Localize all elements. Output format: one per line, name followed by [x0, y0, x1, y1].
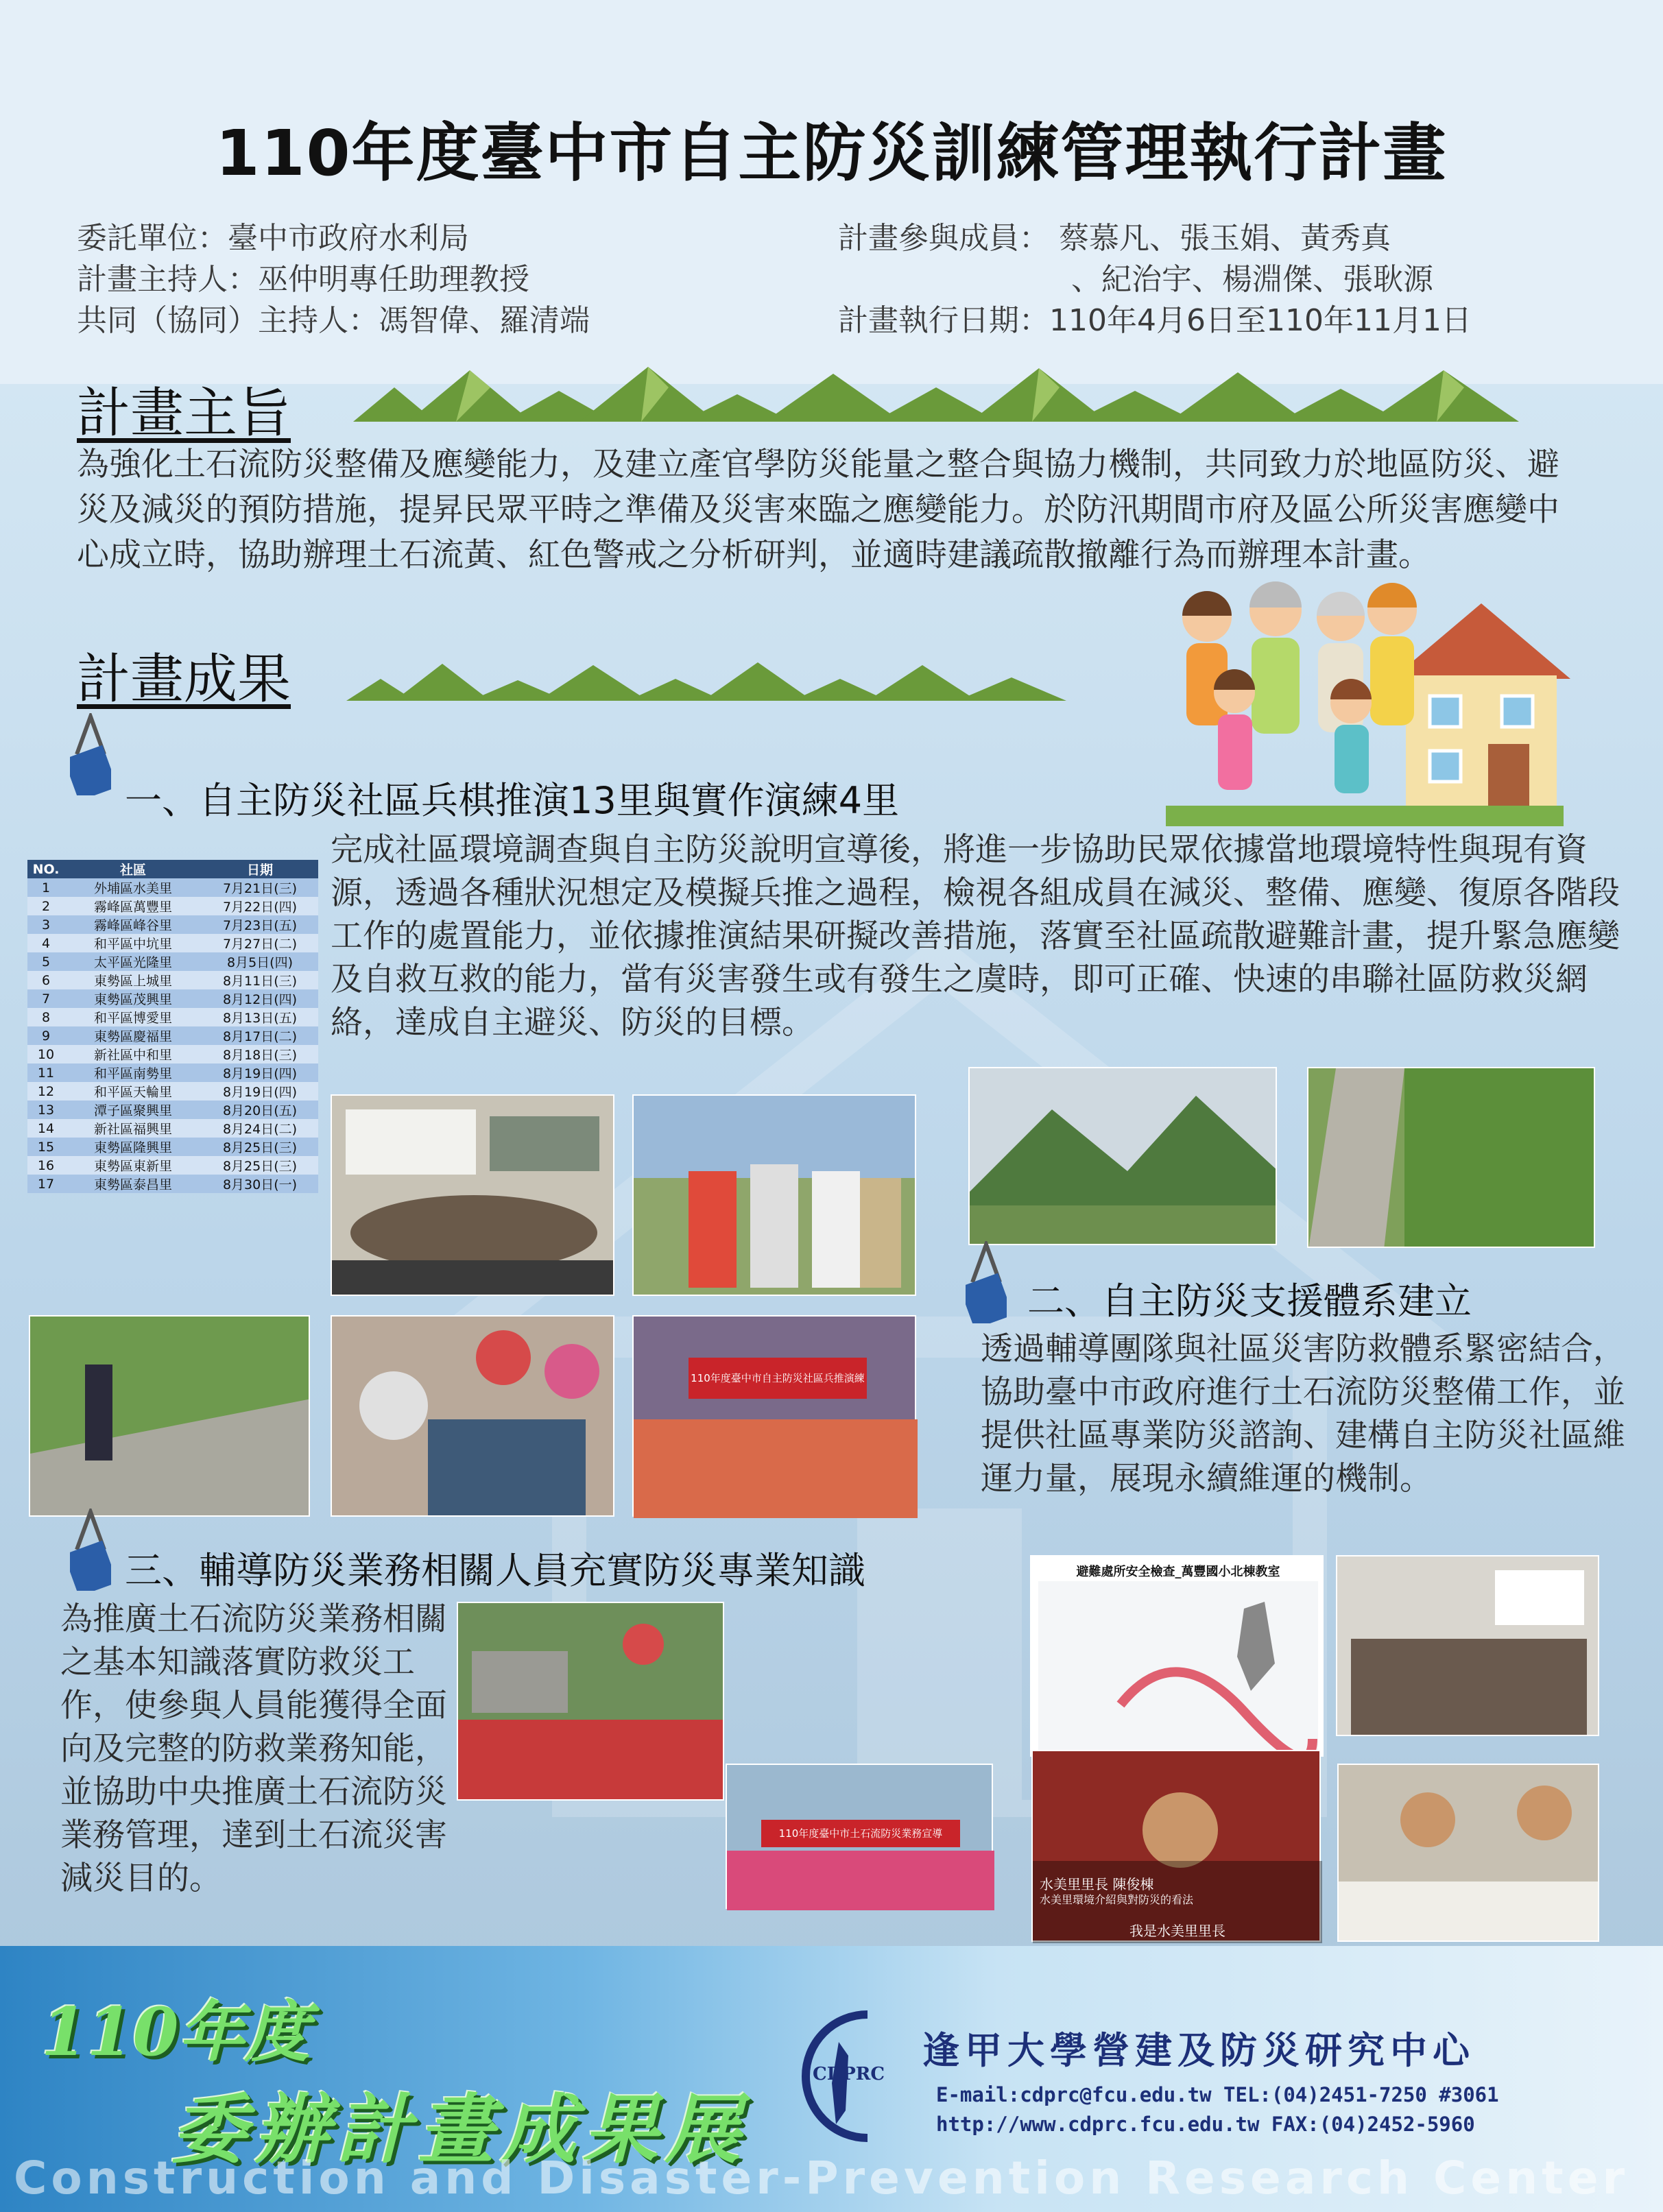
cell-no: 15: [27, 1138, 64, 1156]
cell-community: 和平區中坑里: [64, 934, 202, 952]
photo-drainage-ditch: [1307, 1067, 1595, 1248]
photo-seminar: [1336, 1555, 1599, 1736]
cell-date: 8月20日(五): [202, 1101, 318, 1119]
photo-evacuation-map: [1030, 1555, 1324, 1757]
cell-date: 8月11日(三): [202, 971, 318, 989]
drill-schedule-table: [27, 860, 318, 1193]
footer-year: 110年度: [41, 1993, 311, 2071]
table-row: [27, 1156, 318, 1175]
footer-org: 逢甲大學營建及防災研究中心: [922, 2029, 1475, 2072]
banner-2-text: 110年度臺中市土石流防災業務宣導: [761, 1820, 960, 1847]
cell-no: 14: [27, 1119, 64, 1138]
section-1-text: 完成社區環境調查與自主防災說明宣導後，將進一步協助民眾依據當地環境特性與現有資源，透過各種狀況想定及模擬兵推之過程，檢視各組成員在減災、整備、應變、復原各階段工作的處置能力，並依據推演結果研擬改善措施，落實至社區疏散避難計畫，提升緊急應變及自救互救的能力，當有災害發生或有發生之虞時，即可正確、快速的串聯社區防救災網絡，達成自主避災、防災的目標。: [331, 831, 1620, 1042]
photo-site-visit: [632, 1094, 916, 1296]
cell-date: 8月13日(五): [202, 1008, 318, 1026]
banner-1-text: 110年度臺中市自主防災社區兵推演練: [689, 1358, 867, 1399]
purpose-text: 為強化土石流防災整備及應變能力，及建立產官學防災能量之整合與協力機制，共同致力於地區防災、避災及減災的預防措施，提昇民眾平時之準備及災害來臨之應變能力。於防汛期間市府及區公所災害應變中心成立時，協助辦理土石流黃、紅色警戒之分析研判，並適時建議疏散撤離行為而辦理本計畫。: [77, 446, 1559, 574]
table-header-row: [27, 860, 318, 878]
meta-members-1: 蔡慕凡、張玉娟、黃秀真: [1059, 221, 1391, 256]
cell-no: 10: [27, 1045, 64, 1063]
table-row: [27, 1045, 318, 1063]
photo-group-banner-1: [632, 1315, 916, 1517]
photo-map-exercise: [331, 1315, 614, 1517]
mountain-divider-2: [346, 658, 1101, 701]
table-row: [27, 897, 318, 915]
cell-no: 8: [27, 1008, 64, 1026]
section-3-title: 三、輔導防災業務相關人員充實防災專業知識: [125, 1549, 865, 1592]
cell-community: 霧峰區萬豐里: [64, 897, 202, 915]
cell-community: 東勢區上城里: [64, 971, 202, 989]
caption-quote: 我是水美里里長: [1129, 1923, 1225, 1939]
cell-community: 和平區天輪里: [64, 1082, 202, 1101]
col-no: NO.: [27, 860, 64, 878]
photo-document-review: [1337, 1764, 1599, 1942]
cell-date: 8月30日(一): [202, 1175, 318, 1193]
cell-no: 3: [27, 915, 64, 934]
meta-members-label: 計畫參與成員：: [838, 221, 1049, 256]
cell-community: 和平區博愛里: [64, 1008, 202, 1026]
col-community: 社區: [64, 860, 202, 878]
cell-date: 8月25日(三): [202, 1156, 318, 1175]
table-row: [27, 1082, 318, 1101]
cell-date: 8月12日(四): [202, 989, 318, 1008]
binder-clip-icon: [966, 1241, 1007, 1323]
footer-contact-2: http://www.cdprc.fcu.edu.tw FAX:(04)2452-5960: [936, 2113, 1475, 2136]
meta-commissioner: 委託單位：臺中市政府水利局: [77, 221, 469, 256]
section-2-text: 透過輔導團隊與社區災害防救體系緊密結合，協助臺中市政府進行土石流防災整備工作，並提供社區專業防災諮詢、建構自主防災社區維運力量，展現永續維運的機制。: [981, 1330, 1625, 1498]
binder-clip-icon: [70, 1508, 111, 1591]
mountain-divider-1: [353, 360, 1560, 422]
cell-no: 7: [27, 989, 64, 1008]
cell-community: 外埔區水美里: [64, 878, 202, 897]
photo-valley: [968, 1067, 1277, 1245]
table-row: [27, 1101, 318, 1119]
group-people: [634, 1419, 918, 1518]
cell-no: 13: [27, 1101, 64, 1119]
photo-village-chief-interview: [1031, 1750, 1321, 1942]
meta-pi: 計畫主持人：巫仲明專任助理教授: [77, 262, 529, 297]
table-row: [27, 1175, 318, 1193]
section-3-text: 為推廣土石流防災業務相關之基本知識落實防救災工作，使參與人員能獲得全面向及完整的防救業務知能，並協助中央推廣土石流防災業務管理，達到土石流災害減災目的。: [60, 1600, 447, 1897]
meta-left: [77, 218, 590, 341]
cell-community: 新社區中和里: [64, 1045, 202, 1063]
table-row: [27, 989, 318, 1008]
cell-no: 9: [27, 1026, 64, 1045]
purpose-heading: 計畫主旨: [77, 383, 291, 444]
section-1-title: 一、自主防災社區兵棋推演13里與實作演練4里: [125, 779, 900, 822]
cell-no: 6: [27, 971, 64, 989]
cell-date: 8月24日(二): [202, 1119, 318, 1138]
family-house-illustration: [1166, 562, 1577, 837]
cell-community: 東勢區茂興里: [64, 989, 202, 1008]
table-row: [27, 1138, 318, 1156]
table-row: [27, 1063, 318, 1082]
caption-topic: 水美里環境介紹與對防災的看法: [1040, 1893, 1194, 1906]
meta-members-2: 、紀治宇、楊淵傑、張耿源: [1071, 262, 1433, 297]
cell-community: 潭子區聚興里: [64, 1101, 202, 1119]
cell-no: 5: [27, 952, 64, 971]
cell-community: 東勢區泰昌里: [64, 1175, 202, 1193]
cell-date: 8月19日(四): [202, 1082, 318, 1101]
caption-name: 水美里里長 陳俊棟: [1040, 1876, 1154, 1892]
cell-community: 東勢區隆興里: [64, 1138, 202, 1156]
cell-no: 11: [27, 1063, 64, 1082]
col-date: 日期: [202, 860, 318, 878]
cell-no: 17: [27, 1175, 64, 1193]
cell-date: 7月23日(五): [202, 915, 318, 934]
logo-text: CDPRC: [813, 2064, 885, 2084]
cell-date: 7月27日(二): [202, 934, 318, 952]
cell-date: 7月21日(三): [202, 878, 318, 897]
table-row: [27, 878, 318, 897]
cell-community: 太平區光隆里: [64, 952, 202, 971]
cell-date: 8月25日(三): [202, 1138, 318, 1156]
photo-group-banner-2: [726, 1764, 993, 1909]
page-title: 110年度臺中市自主防災訓練管理執行計畫: [215, 117, 1448, 190]
interviewee: [1142, 1792, 1218, 1868]
photo-meeting-room: [331, 1094, 614, 1296]
table-row: [27, 952, 318, 971]
cell-community: 和平區南勢里: [64, 1063, 202, 1082]
photo-outdoor-group: [457, 1602, 724, 1801]
cell-community: 東勢區慶福里: [64, 1026, 202, 1045]
footer-contact-1: E-mail:cdprc@fcu.edu.tw TEL:(04)2451-7250 #3061: [936, 2083, 1499, 2106]
cell-no: 2: [27, 897, 64, 915]
table-row: [27, 1008, 318, 1026]
cell-date: 8月18日(三): [202, 1045, 318, 1063]
cell-community: 新社區福興里: [64, 1119, 202, 1138]
binder-clip-icon: [70, 713, 111, 795]
cell-no: 1: [27, 878, 64, 897]
footer-english: Construction and Disaster-Prevention Research Center: [14, 2152, 1629, 2204]
table-row: [27, 1119, 318, 1138]
cell-community: 東勢區東新里: [64, 1156, 202, 1175]
cell-date: 8月17日(二): [202, 1026, 318, 1045]
map-title: 避難處所安全檢查_萬豐國小北棟教室: [1076, 1565, 1280, 1579]
footer-banner: [0, 1946, 1663, 2212]
cell-date: 8月5日(四): [202, 952, 318, 971]
table-row: [27, 971, 318, 989]
cell-community: 霧峰區峰谷里: [64, 915, 202, 934]
cell-date: 8月19日(四): [202, 1063, 318, 1082]
meta-right: [838, 218, 1472, 341]
table-row: [27, 1026, 318, 1045]
group-people: [727, 1851, 994, 1910]
results-heading: 計畫成果: [77, 649, 291, 710]
cell-date: 7月22日(四): [202, 897, 318, 915]
photo-wall-inspection: [29, 1315, 310, 1517]
section-2-title: 二、自主防災支援體系建立: [1027, 1279, 1472, 1323]
meta-period: 計畫執行日期：110年4月6日至110年11月1日: [838, 303, 1472, 338]
cdprc-logo: [785, 2001, 895, 2152]
cell-no: 4: [27, 934, 64, 952]
footer-exhibit: 委辦計畫成果展: [171, 2085, 747, 2174]
table-row: [27, 934, 318, 952]
meta-copi: 共同（協同）主持人：馮智偉、羅清端: [77, 303, 590, 338]
cell-no: 16: [27, 1156, 64, 1175]
cell-no: 12: [27, 1082, 64, 1101]
map-graphic: [1038, 1581, 1318, 1753]
table-row: [27, 915, 318, 934]
